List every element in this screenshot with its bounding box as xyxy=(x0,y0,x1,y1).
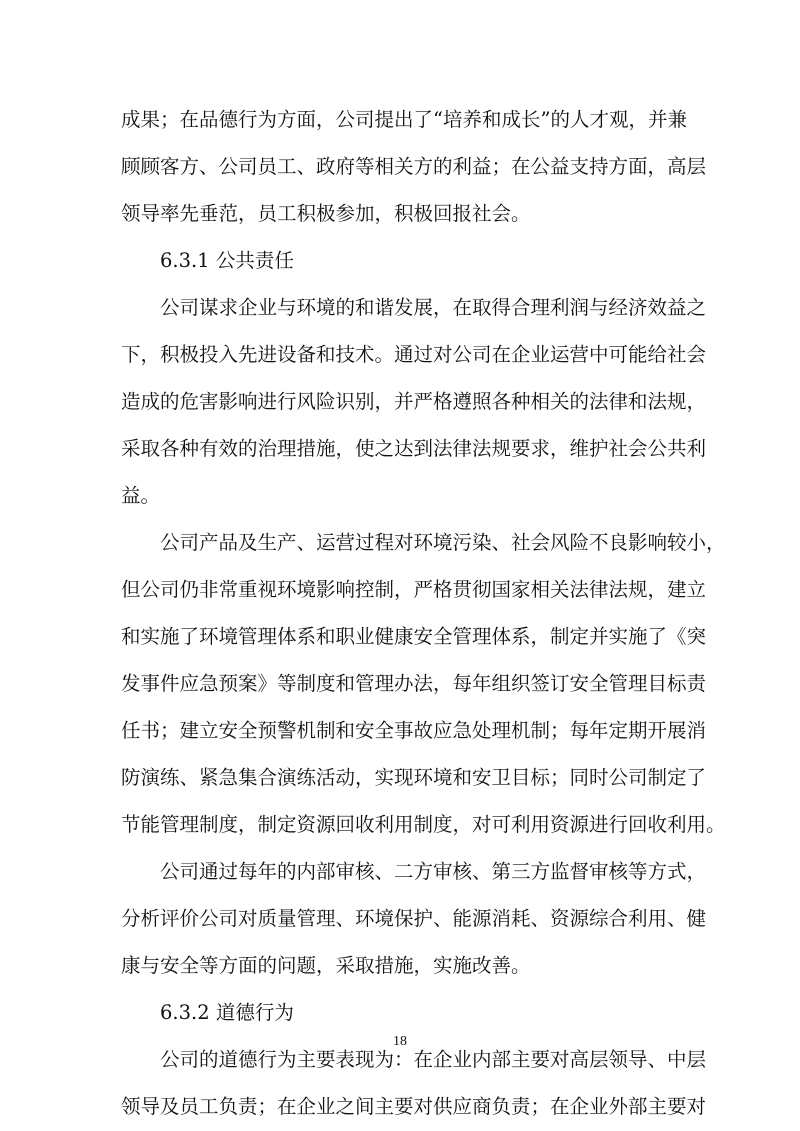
paragraph xyxy=(121,519,726,848)
section-heading xyxy=(121,237,682,284)
text-line: 和实施了环境管理体系和职业健康安全管理体系，制定并实施了《突 xyxy=(121,625,707,648)
text-line: 领导及员工负责；在企业之间主要对供应商负责；在企业外部主要对 xyxy=(121,1095,707,1118)
text-line: 成果；在品德行为方面，公司提出了“培养和成长”的人才观，并兼 xyxy=(121,108,687,131)
text-line: 下，积极投入先进设备和技术。通过对公司在企业运营中可能给社会 xyxy=(121,343,707,366)
text-line: 顾顾客方、公司员工、政府等相关方的利益；在公益支持方面，高层 xyxy=(121,155,707,178)
text-line: 公司谋求企业与环境的和谐发展，在取得合理利润与经济效益之 xyxy=(160,296,707,319)
page-number: 18 xyxy=(393,1034,407,1049)
text-line: 造成的危害影响进行风险识别，并严格遵照各种相关的法律和法规， xyxy=(121,390,707,413)
paragraph xyxy=(121,284,707,519)
text-line: 节能管理制度，制定资源回收利用制度，对可利用资源进行回收利用。 xyxy=(121,813,726,836)
paragraph xyxy=(121,96,707,237)
text-line: 任书；建立安全预警机制和安全事故应急处理机制；每年定期开展消 xyxy=(121,719,707,742)
text-line: 发事件应急预案》等制度和管理办法，每年组织签订安全管理目标责 xyxy=(121,672,707,695)
text-line: 但公司仍非常重视环境影响控制，严格贯彻国家相关法律法规，建立 xyxy=(121,578,707,601)
text-line: 采取各种有效的治理措施，使之达到法律法规要求，维护社会公共利 xyxy=(121,437,707,460)
text-line: 益。 xyxy=(121,484,161,507)
text-line: 公司通过每年的内部审核、二方审核、第三方监督审核等方式， xyxy=(160,860,707,883)
text-line: 领导率先垂范，员工积极参加，积极回报社会。 xyxy=(121,202,531,225)
text-line: 公司的道德行为主要表现为：在企业内部主要对高层领导、中层 xyxy=(160,1048,707,1071)
text-line: 分析评价公司对质量管理、环境保护、能源消耗、资源综合利用、健 xyxy=(121,907,707,930)
text-line: 康与安全等方面的问题，采取措施，实施改善。 xyxy=(121,954,531,977)
text-line: 公司产品及生产、运营过程对环境污染、社会风险不良影响较小， xyxy=(160,531,726,554)
text-line: 防演练、紧急集合演练活动，实现环境和安卫目标；同时公司制定了 xyxy=(121,766,707,789)
section-heading-text: 6.3.2 道德行为 xyxy=(160,1001,294,1024)
paragraph xyxy=(121,848,707,989)
page-body xyxy=(121,96,726,1130)
section-heading xyxy=(121,989,682,1036)
section-heading-text: 6.3.1 公共责任 xyxy=(160,249,294,272)
